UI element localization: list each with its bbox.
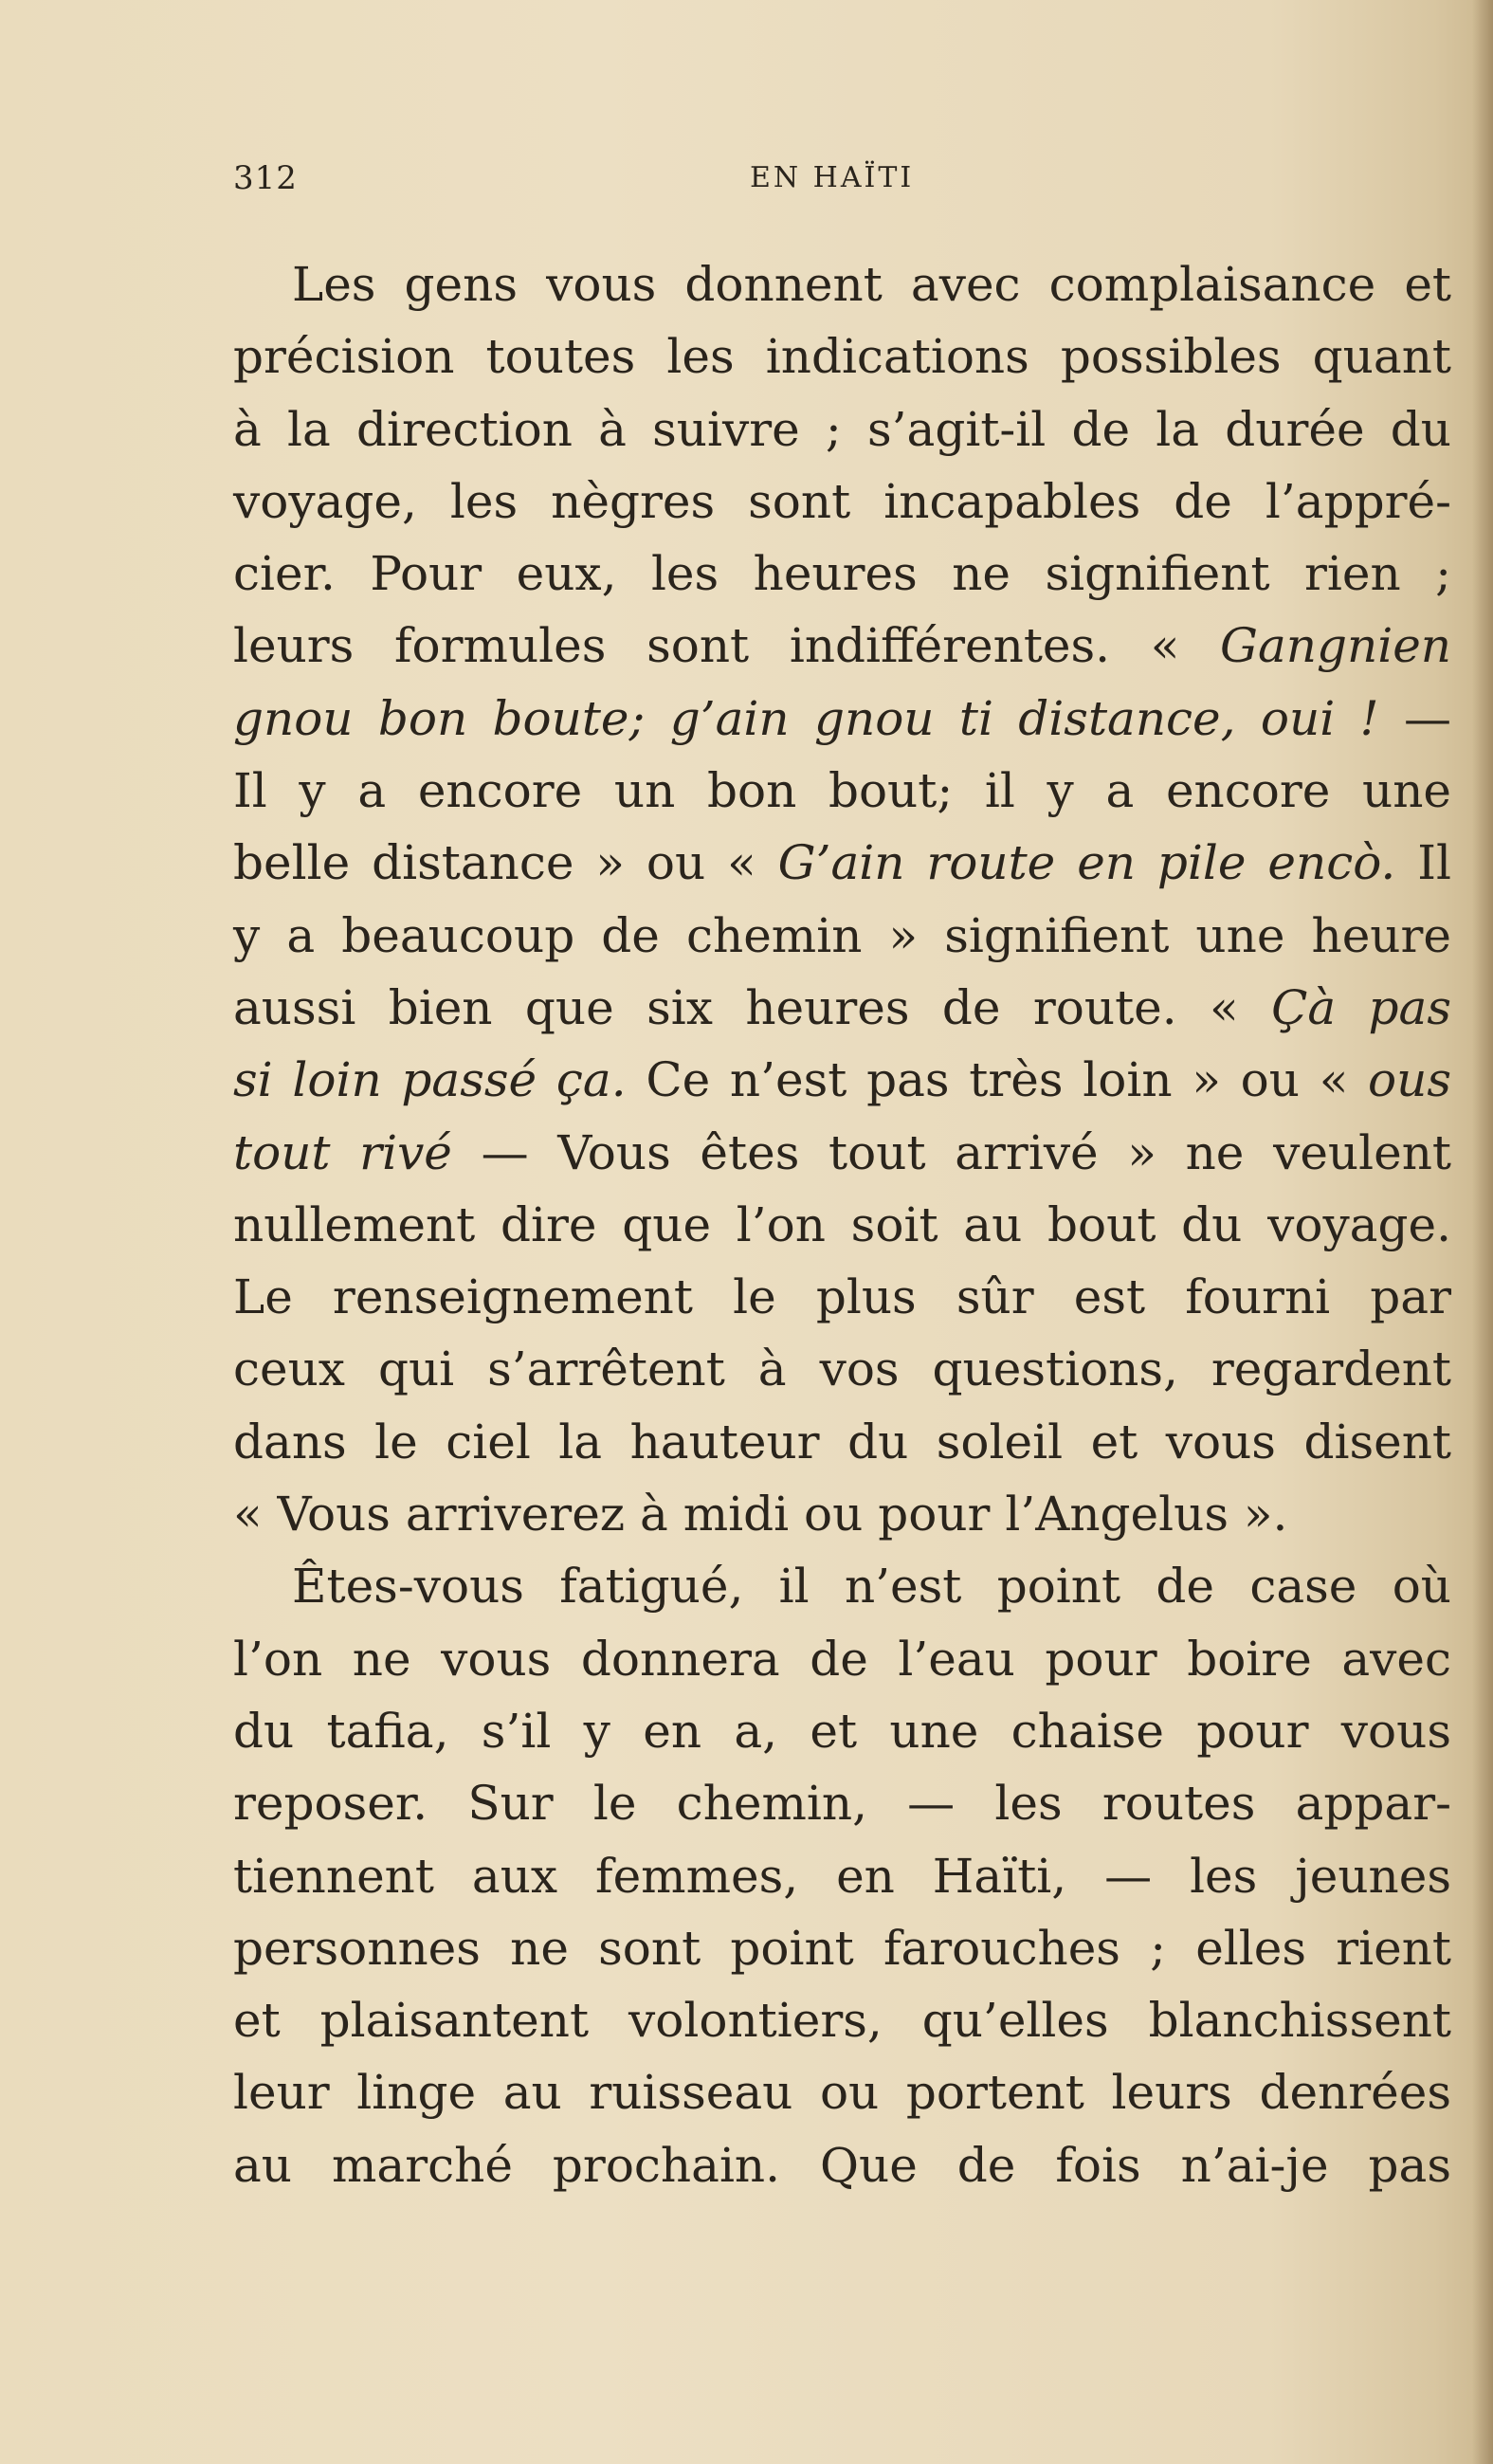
text-line: leurs formules sont indifférentes. « Gangnien [233,618,1451,674]
text-line: tiennent aux femmes, en Haïti, — les jeunes [233,1848,1451,1904]
text-line: si loin passé ça. Ce n’est pas très loin » ou « ous [233,1052,1451,1108]
text-line: Les gens vous donnent avec complaisance et [292,257,1451,312]
text-line: reposer. Sur le chemin, — les routes appar- [233,1776,1451,1832]
text-line: au marché prochain. Que de fois n’ai-je pas [233,2137,1451,2193]
text-line: personnes ne sont point farouches ; elles rient [233,1920,1451,1976]
italic-creole-phrase: tout rivé [233,1124,452,1180]
text-line: « Vous arriverez à midi ou pour l’Angelus ». [233,1487,1288,1542]
page-edge-shadow [1472,0,1493,2464]
text-line: tout rivé — Vous êtes tout arrivé » ne veulent [233,1124,1451,1180]
italic-creole-phrase: Çà pas [1271,979,1452,1035]
text-line: Le renseignement le plus sûr est fourni par [233,1269,1451,1325]
text-line: dans le ciel la hauteur du soleil et vous disent [233,1414,1451,1469]
text-line: Êtes-vous fatigué, il n’est point de case où [292,1559,1451,1615]
running-title: EN HAÏTI [750,161,915,194]
text-line: belle distance » ou « G’ain route en pile encò. Il [233,835,1451,891]
text-line: à la direction à suivre ; s’agit-il de la durée du [233,401,1451,457]
text-line: nullement dire que l’on soit au bout du voyage. [233,1196,1451,1252]
italic-creole-phrase: gnou bon boute; g’ain gnou ti distance, oui ! [233,690,1379,746]
page-header [233,159,1451,207]
italic-creole-phrase: ous [1368,1052,1451,1108]
text-line: ceux qui s’arrêtent à vos questions, regardent [233,1342,1451,1397]
text-line: leur linge au ruisseau ou portent leurs denrées [233,2065,1451,2121]
text-line: cier. Pour eux, les heures ne signifient rien ; [233,546,1451,602]
text-line: aussi bien que six heures de route. « Çà pas [233,979,1452,1035]
italic-creole-phrase: Gangnien [1220,618,1451,674]
text-line: et plaisantent volontiers, qu’elles blanchissent [233,1993,1451,2049]
text-line: l’on ne vous donnera de l’eau pour boire avec [233,1631,1451,1687]
text-line: précision toutes les indications possibles quant [233,329,1451,385]
page-number: 312 [233,159,298,197]
text-line: voyage, les nègres sont incapables de l’appré- [233,473,1451,529]
text-line: Il y a encore un bon bout; il y a encore une [233,763,1451,819]
body-text [233,248,1451,2201]
text-line: y a beaucoup de chemin » signifient une heure [233,907,1451,963]
text-line: du tafia, s’il y en a, et une chaise pour vous [233,1703,1451,1759]
text-line: gnou bon boute; g’ain gnou ti distance, oui ! — [233,690,1451,746]
italic-creole-phrase: G’ain route en pile encò. [777,835,1396,891]
italic-creole-phrase: si loin passé ça. [233,1052,627,1108]
